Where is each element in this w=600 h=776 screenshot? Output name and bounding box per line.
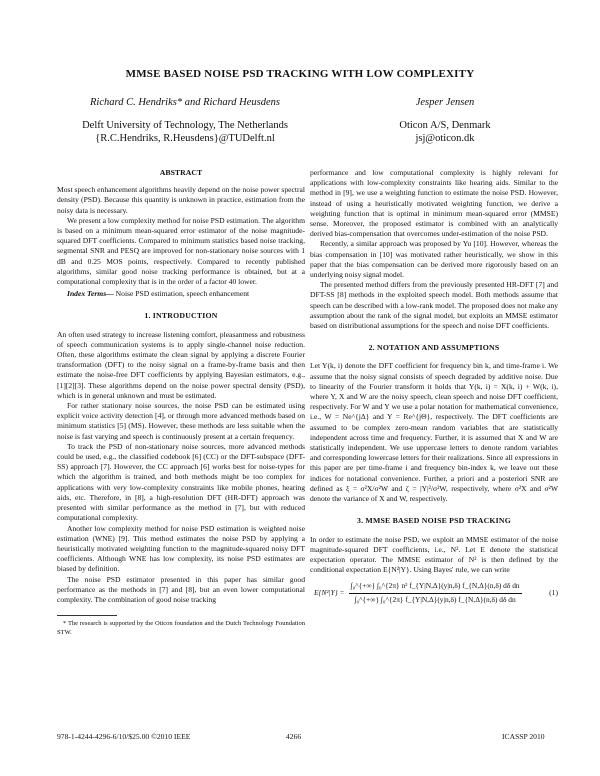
equation-lhs: E{N²|Y} =	[314, 587, 345, 597]
authors-right: Jesper Jensen	[415, 97, 475, 108]
affiliation-right-institution: Oticon A/S, Denmark	[399, 120, 491, 131]
left-column	[57, 168, 305, 637]
footer-isbn: 978-1-4244-4296-6/10/$25.00 ©2010 IEEE	[57, 732, 191, 741]
affiliation-left	[30, 96, 340, 145]
footnote-rule	[57, 615, 117, 616]
footnote: * The research is supported by the Oticon foundation and the Dutch Technology Foundation STW.	[57, 620, 305, 636]
footer-page-number: 4266	[286, 732, 302, 741]
affiliation-right	[360, 96, 530, 145]
affiliation-right-email: jsj@oticon.dk	[415, 133, 475, 144]
abstract-paragraph: We present a low complexity method for noise PSD estimation. The algorithm is based on a minimum mean-squared error estimator of the noise magnitude-squared DFT coefficients. Compared to minimum statistics based noise tracking, segmental SNR and PESQ are improved for non-stationary noise sources with 1 dB and 0.25 MOS points, respectively. Compared to recently published algorithms, similar good noise tracking performance is obtained, but at a computational complexity that is in the order of a factor 40 lower.	[57, 215, 305, 287]
equation-number: (1)	[549, 587, 558, 597]
paper-title: MMSE BASED NOISE PSD TRACKING WITH LOW COMPLEXITY	[125, 68, 475, 80]
notation-paragraph: Let Y(k, i) denote the DFT coefficient for frequency bin k, and time-frame i. We assume that the noisy signal consists of speech degraded by additive noise. Due to linearity of the Fourier transform it holds that Y(k, i) = X(k, i) + W(k, i), where Y, X and W are the noisy speech, clean speech and noise DFT coefficient, respectively. For W and Y we use a polar notation for mathematical convenience, i.e., W = Ne^{jΔ} and Y = Re^{jΘ}, respectively. The DFT coefficients are assumed to be complex zero-mean random variables that are statistically independent across time and frequency. Further, it is assumed that X and W are statistically independent. We use uppercase letters to denote random variables and corresponding lowercase letters for their realizations. Since all expressions in this paper are per time-frame i and frequency bin-index k, we leave out these indices for notational convenience. Further, a priori and a posteriori SNR are defined as ξ = σ²X/σ²W and ζ = |Y|²/σ²W, respectively, where σ²X and σ²W denote the variance of X and W, respectively.	[310, 361, 558, 504]
intro-paragraph: The noise PSD estimator presented in this paper has similar good performance as the methods in [7] and [8], but an even lower computational complexity. The combination of good noise tracking	[57, 574, 305, 604]
body-paragraph: Recently, a similar approach was proposed by Yu [10]. However, whereas the bias compensation in [10] was motivated rather heuristically, we show in this paper that the bias compensation can be derived more rigorously based on an underlying noisy signal model.	[310, 239, 558, 280]
abstract-paragraph: Most speech enhancement algorithms heavily depend on the noise power spectral density (PSD). Because this quantity is unknown in practice, estimation from the noisy data is necessary.	[57, 185, 305, 215]
abstract-heading: ABSTRACT	[159, 168, 203, 177]
footer-venue: ICASSP 2010	[502, 732, 545, 741]
affiliation-left-emails: {R.C.Hendriks, R.Heusdens}@TUDelft.nl	[95, 133, 275, 144]
equation-denominator: ∫₀^{+∞} ∫₀^{2π} f_{Y|N,Δ}(y|n,δ) f_{N,Δ}(n,δ) dδ dn	[354, 594, 516, 604]
index-terms-label: Index Terms—	[67, 289, 114, 299]
authors-left: Richard C. Hendriks* and Richard Heusdens	[90, 97, 280, 108]
index-terms	[57, 289, 305, 299]
affiliation-left-institution: Delft University of Technology, The Netherlands	[82, 120, 288, 131]
equation-1	[310, 581, 558, 604]
right-column	[310, 168, 558, 605]
section-heading-notation: 2. NOTATION AND ASSUMPTIONS	[368, 343, 500, 353]
intro-paragraph: Another low complexity method for noise PSD estimation is weighted noise estimation (WNE) [9]. This method estimates the noise PSD by applying a heuristically motivated weighting function to the magnitude-squared noisy DFT coefficients. Although WNE has low complexity, its noise PSD estimates are biased by definition.	[57, 523, 305, 574]
mmse-paragraph: In order to estimate the noise PSD, we exploit an MMSE estimator of the noise magnitude-squared DFT coefficients, i.e., N². Let E denote the statistical expectation operator. The MMSE estimator of N² is then defined by the conditional expectation E{N²|Y}. Using Bayes' rule, we can write	[310, 534, 558, 575]
equation-numerator: ∫₀^{+∞} ∫₀^{2π} n² f_{Y|N,Δ}(y|n,δ) f_{N,Δ}(n,δ) dδ dn	[349, 581, 522, 593]
equation-fraction	[349, 581, 522, 604]
intro-paragraph: To track the PSD of non-stationary noise sources, more advanced methods could be used, e.g., the classified codebook [6] (CC) or the DFT-subspace (DFT-SS) approach [7]. However, the CC approach [6] works best for noise-types for which the algorithm is trained, and both methods might be too complex for applications with very low-complexity constraints like mobile phones, hearing aids, etc. Therefore, in [8], a high-resolution DFT (HR-DFT) approach was presented with similar performance as the method in [7], but with reduced computational complexity.	[57, 441, 305, 523]
section-heading-introduction: 1. INTRODUCTION	[144, 311, 218, 321]
body-paragraph: The presented method differs from the previously presented HR-DFT [7] and DFT-SS [8] methods in the exploited speech model. Both methods assume that speech can be described with a low-rank model. The proposed does not make any assumption about the rank of the signal model, but exploits an MMSE estimator based on distributional assumptions for the speech and noise DFT coefficients.	[310, 280, 558, 331]
index-terms-text: Noise PSD estimation, speech enhancement	[113, 289, 250, 299]
intro-paragraph: For rather stationary noise sources, the noise PSD can be estimated using explicit voice activity detection [4], or through more advanced methods based on minimum statistics [5] (MS). However, these methods are less suitable when the noise is fast varying and speech is continuously present at a certain frequency.	[57, 401, 305, 441]
body-paragraph: performance and low computational complexity is highly relevant for applications with low-complexity constraints like hearing aids. Similar to the method in [9], we use a weighting function to estimate the noise PSD. However, instead of using a heuristically motivated weighting function, we derive a weighting function that is optimal in minimum mean-squared error (MMSE) sense. Moreover, the proposed estimator is combined with an analytically derived bias-compensation that overcomes under-estimation of the noise PSD.	[310, 168, 558, 239]
intro-paragraph: An often used strategy to increase listening comfort, pleasantness and robustness of speech communication systems is to apply single-channel noise reduction. Often, these algorithms estimate the clean signal by applying a discrete Fourier transformation (DFT) to the noisy signal on a frame-by-frame basis and then estimate the noise-free DFT coefficients by applying Bayesian estimators, e.g., [1][2][3]. These algorithms depend on the noise power spectral density (PSD), which is in general unknown and must be estimated.	[57, 329, 305, 400]
section-heading-mmse: 3. MMSE BASED NOISE PSD TRACKING	[357, 516, 511, 526]
